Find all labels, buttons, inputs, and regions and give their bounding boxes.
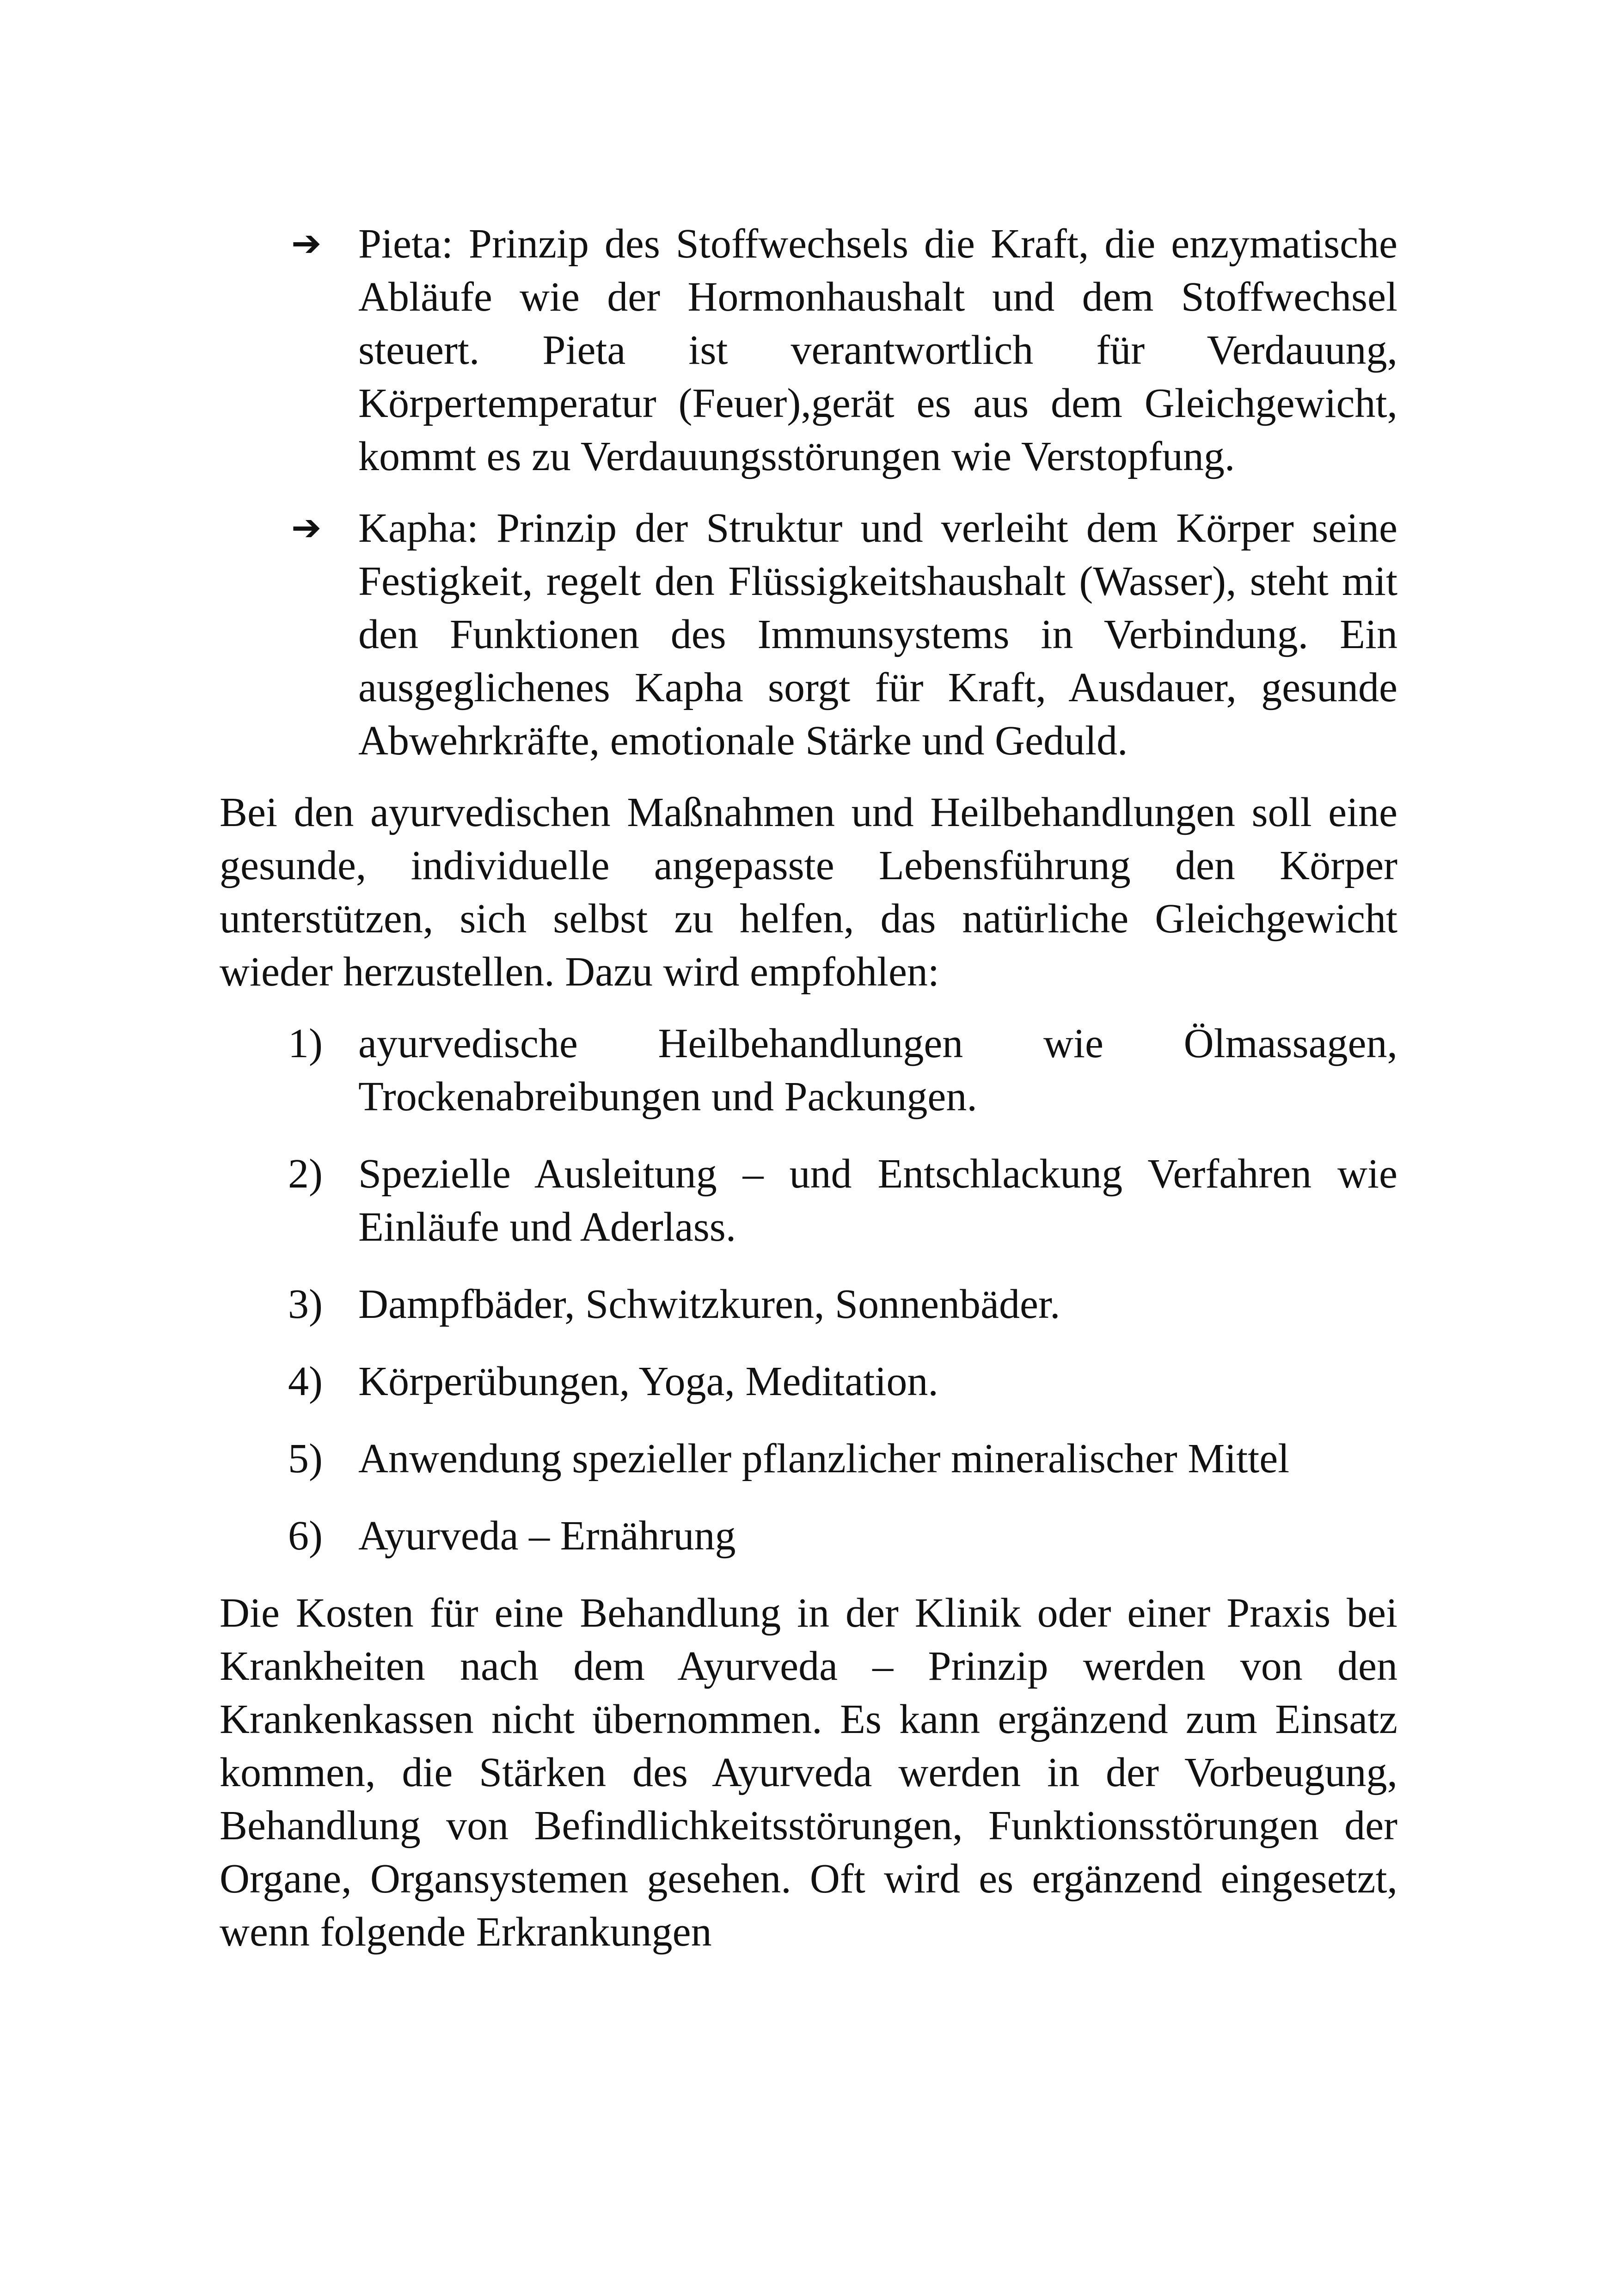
- page-content: [220, 217, 1397, 1977]
- list-item: [220, 1278, 1397, 1331]
- list-number: 4): [288, 1359, 323, 1404]
- bullet-item-kapha: [220, 502, 1397, 767]
- paragraph-costs: Die Kosten für eine Behandlung in der Klinik oder einer Praxis bei Krankheiten nach dem Ayurveda – Prinzip werden von den Krankenkassen nicht übernommen. Es kann ergänzend zum Einsatz kommen, die Stärken des Ayurveda werden in der Vorbeugung, Behandlung von Befindlichkeitsstörungen, Funktionsstörungen der Organe, Organsystemen gesehen. Oft wird es ergänzend eingesetzt, wenn folgende Erkrankungen: [220, 1590, 1397, 1955]
- list-number: 5): [288, 1436, 323, 1482]
- bullet-text: Pieta: Prinzip des Stoffwechsels die Kraft, die enzymatische Abläufe wie der Hormonhaushalt und dem Stoffwechsel steuert. Pieta ist verantwortlich für Verdauung, Körpertemperatur (Feuer),gerät es aus dem Gleichgewicht, kommt es zu Verdauungsstörungen wie Verstopfung.: [358, 221, 1397, 479]
- list-text: ayurvedische Heilbehandlungen wie Ölmassagen, Trockenabreibungen und Packungen.: [358, 1021, 1397, 1120]
- list-item: [220, 1432, 1397, 1485]
- list-text: Spezielle Ausleitung – und Entschlackung Verfahren wie Einläufe und Aderlass.: [358, 1151, 1397, 1250]
- list-number: 6): [288, 1513, 323, 1559]
- list-number: 1): [288, 1021, 323, 1066]
- paragraph-measures: Bei den ayurvedischen Maßnahmen und Heilbehandlungen soll eine gesunde, individuelle angepasste Lebensführung den Körper unterstützen, sich selbst zu helfen, das natürliche Gleichgewicht wieder herzustellen. Dazu wird empfohlen:: [220, 790, 1397, 995]
- list-number: 2): [288, 1151, 323, 1197]
- list-text: Körperübungen, Yoga, Meditation.: [358, 1359, 938, 1404]
- list-item: [220, 1509, 1397, 1562]
- list-number: 3): [288, 1281, 323, 1327]
- list-item: [220, 1147, 1397, 1254]
- list-item: [220, 1355, 1397, 1408]
- list-item: [220, 1017, 1397, 1123]
- list-text: Dampfbäder, Schwitzkuren, Sonnenbäder.: [358, 1281, 1060, 1327]
- bullet-text: Kapha: Prinzip der Struktur und verleiht dem Körper seine Festigkeit, regelt den Flüssigkeitshaushalt (Wasser), steht mit den Funktionen des Immunsystems in Verbindung. Ein ausgeglichenes Kapha sorgt für Kraft, Ausdauer, gesunde Abwehrkräfte, emotionale Stärke und Geduld.: [358, 505, 1397, 764]
- arrow-right-icon: ➔: [291, 507, 322, 549]
- bullet-item-pieta: [220, 217, 1397, 483]
- list-text: Anwendung spezieller pflanzlicher mineralischer Mittel: [358, 1436, 1290, 1482]
- list-text: Ayurveda – Ernährung: [358, 1513, 736, 1559]
- arrow-right-icon: ➔: [291, 223, 322, 264]
